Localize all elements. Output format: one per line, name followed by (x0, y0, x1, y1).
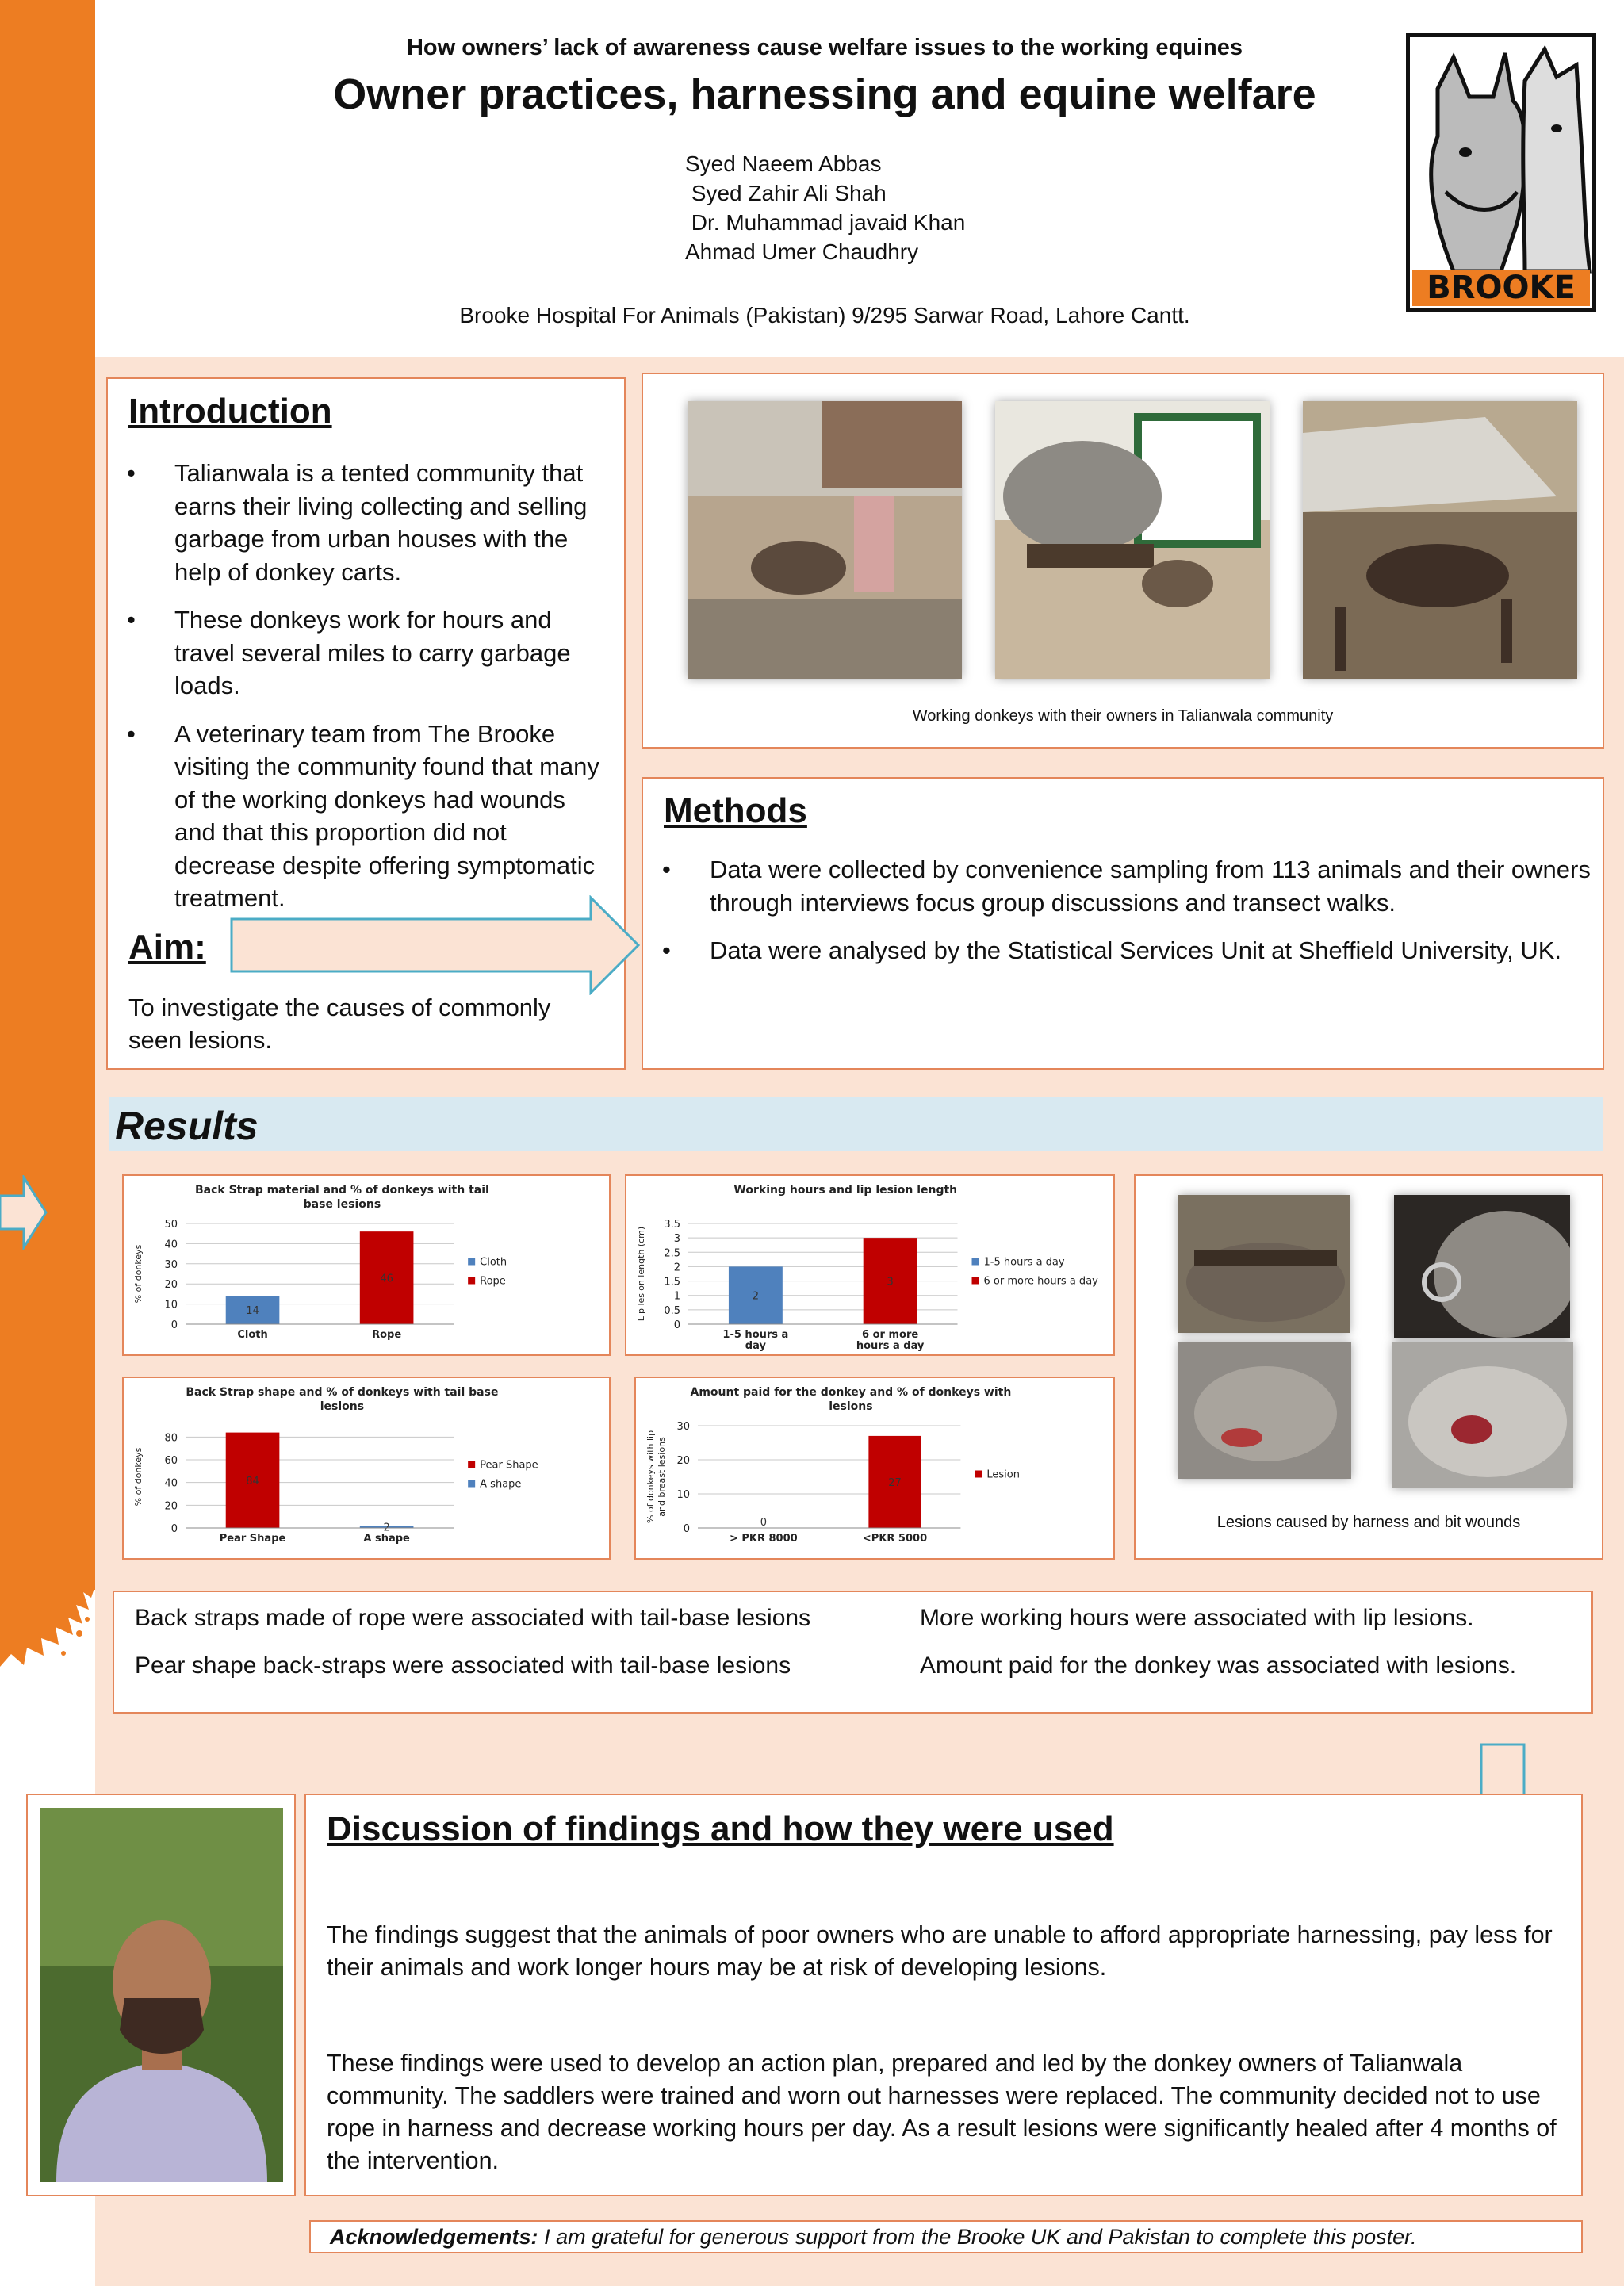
discussion-panel (304, 1794, 1583, 2196)
legend-label: Rope (480, 1275, 506, 1288)
y-tick-label: 0.5 (664, 1304, 680, 1317)
y-tick-label: 0 (673, 1319, 680, 1331)
author: Ahmad Umer Chaudhry (685, 239, 919, 264)
list-item: • These donkeys work for hours and travel several miles to carry garbage loads. (108, 603, 599, 703)
finding-text: Pear shape back-straps were associated with tail-base lesions (135, 1652, 791, 1679)
list-item: • Data were analysed by the Statistical Services Unit at Sheffield University, UK. (643, 934, 1595, 967)
y-tick-label: 10 (676, 1489, 690, 1501)
bar-data-label: 14 (246, 1305, 259, 1318)
y-tick-label: 50 (164, 1219, 178, 1231)
legend-swatch (468, 1258, 475, 1266)
poster-subtitle: How owners’ lack of awareness cause welfare issues to the working equines (406, 35, 1243, 60)
chart-title: base lesions (303, 1198, 381, 1211)
x-tick-label: 1-5 hours a (722, 1329, 789, 1341)
bar-data-label: 0 (760, 1517, 767, 1529)
y-tick-label: 0 (683, 1523, 690, 1535)
lesion-photo-bit (1394, 1195, 1570, 1338)
y-axis-label: % of donkeys with lip (645, 1430, 656, 1524)
legend-swatch (972, 1258, 979, 1266)
methods-heading: Methods (664, 791, 807, 830)
y-tick-label: 80 (164, 1432, 178, 1445)
bar-data-label: 46 (380, 1273, 393, 1285)
legend-label: 1-5 hours a day (983, 1256, 1065, 1269)
y-tick-label: 20 (164, 1500, 178, 1513)
legend-label: A shape (480, 1478, 522, 1491)
legend-label: Lesion (986, 1468, 1020, 1481)
results-heading: Results (115, 1104, 259, 1148)
y-axis-label: Lip lesion length (cm) (636, 1226, 646, 1322)
community-photos-panel (642, 373, 1604, 749)
orange-side-stripe (0, 0, 95, 1590)
finding-text: Back straps made of rope were associated with tail-base lesions (135, 1605, 811, 1631)
y-tick-label: 2 (673, 1262, 680, 1274)
y-tick-label: 3.5 (664, 1219, 680, 1231)
acknowledgements-text: I am grateful for generous support from the Brooke UK and Pakistan to complete this poster. (538, 2225, 1417, 2249)
lesion-photo-harness (1178, 1195, 1350, 1333)
chart-title: Working hours and lip lesion length (733, 1184, 958, 1197)
x-tick-label: <PKR 5000 (862, 1533, 928, 1545)
edge-arrow-icon (0, 1175, 49, 1250)
chart-backstrap-shape (122, 1377, 611, 1560)
y-axis-label: and breast lesions (657, 1437, 667, 1517)
bar-data-label: 2 (752, 1290, 760, 1303)
bar-data-label: 27 (888, 1476, 902, 1489)
y-tick-label: 2.5 (664, 1247, 680, 1260)
discussion-paragraph: The findings suggest that the animals of poor owners who are unable to afford appropriate harnessing, pay less for their animals and work longer hours may be at risk of developing lesions. (327, 1921, 1553, 1981)
legend-label: Pear Shape (480, 1459, 538, 1472)
bar-data-label: 3 (887, 1276, 894, 1289)
legend-swatch (468, 1461, 475, 1468)
chart-title: Back Strap shape and % of donkeys with tail base (186, 1386, 499, 1399)
y-tick-label: 1.5 (664, 1276, 680, 1289)
author-list (685, 149, 965, 266)
legend-label: 6 or more hours a day (983, 1275, 1098, 1288)
y-tick-label: 1 (673, 1290, 680, 1303)
author-photo-frame (26, 1794, 296, 2196)
introduction-list (108, 457, 599, 930)
finding-text: More working hours were associated with lip lesions. (920, 1605, 1474, 1631)
x-tick-label: hours a day (856, 1340, 925, 1352)
y-tick-label: 40 (164, 1477, 178, 1490)
y-tick-label: 40 (164, 1239, 178, 1251)
paint-splash-decoration (0, 1578, 95, 1673)
list-item: • A veterinary team from The Brooke visiting the community found that many of the working donkeys had wounds and that this proportion did not decrease despite offering symptomatic treatment. (108, 718, 599, 915)
chart-working-hours (625, 1174, 1115, 1356)
methods-list (643, 853, 1595, 982)
y-tick-label: 60 (164, 1455, 178, 1467)
lesion-photos-panel (1134, 1174, 1603, 1560)
y-tick-label: 20 (676, 1455, 690, 1467)
x-tick-label: Cloth (237, 1329, 268, 1341)
aim-heading: Aim: (128, 928, 206, 967)
y-axis-label: % of donkeys (133, 1447, 144, 1507)
chart-amount-paid (634, 1377, 1115, 1560)
chart-title: Back Strap material and % of donkeys with tail (194, 1184, 489, 1197)
list-item: • Talianwala is a tented community that earns their living collecting and selling garbage from urban houses with the help of donkey carts. (108, 457, 599, 588)
bar-data-label: 2 (383, 1522, 390, 1534)
photos-caption: Working donkeys with their owners in Talianwala community (912, 707, 1334, 725)
author: Syed Naeem Abbas (685, 151, 882, 176)
y-tick-label: 30 (676, 1421, 690, 1433)
legend-swatch (468, 1277, 475, 1285)
chart-title: lesions (829, 1400, 873, 1413)
y-axis-label: % of donkeys (133, 1244, 144, 1304)
x-tick-label: > PKR 8000 (729, 1533, 798, 1545)
lesion-photo-mouth (1392, 1342, 1573, 1488)
x-tick-label: day (745, 1340, 766, 1352)
poster-title: Owner practices, harnessing and equine welfare (333, 71, 1316, 118)
chart-title: Amount paid for the donkey and % of donkeys with (690, 1386, 1012, 1399)
bar-data-label: 84 (246, 1475, 259, 1488)
loaded-cart-photo (995, 401, 1270, 679)
arrow-right-icon (230, 895, 642, 995)
results-banner (109, 1097, 1603, 1151)
legend-swatch (468, 1480, 475, 1488)
discussion-heading: Discussion of findings and how they were used (327, 1809, 1114, 1848)
y-tick-label: 30 (164, 1258, 178, 1271)
affiliation: Brooke Hospital For Animals (Pakistan) 9/295 Sarwar Road, Lahore Cantt. (459, 303, 1190, 327)
lesions-caption: Lesions caused by harness and bit wounds (1216, 1514, 1521, 1531)
x-tick-label: Rope (372, 1329, 402, 1341)
donkey-cart-photo (688, 401, 962, 679)
x-tick-label: 6 or more (862, 1329, 919, 1341)
list-item: • Data were collected by convenience sampling from 113 animals and their owners through interviews focus group discussions and transect walks. (643, 853, 1595, 919)
x-tick-label: A shape (363, 1533, 410, 1545)
methods-panel (642, 777, 1604, 1070)
author-portrait (40, 1808, 283, 2182)
y-tick-label: 20 (164, 1279, 178, 1292)
y-tick-label: 0 (170, 1319, 178, 1331)
lesion-photo-wound (1178, 1342, 1351, 1479)
chart-title: lesions (320, 1400, 365, 1413)
introduction-heading: Introduction (128, 392, 332, 431)
y-tick-label: 10 (164, 1299, 178, 1311)
discussion-paragraph: These findings were used to develop an action plan, prepared and led by the donkey owners of Talianwala community. The saddlers were trained and worn out harnesses were replaced. The community decided not to use rope in harness and decrease working hours per day. As a result lesions were significantly healed after 4 months of the intervention. (327, 2050, 1557, 2174)
legend-swatch (975, 1471, 982, 1478)
legend-swatch (972, 1277, 979, 1285)
finding-text: Amount paid for the donkey was associated with lesions. (920, 1652, 1517, 1679)
acknowledgements (309, 2220, 1583, 2253)
tent-donkey-photo (1303, 401, 1577, 679)
aim-text: To investigate the causes of commonly seen lesions. (128, 994, 551, 1054)
acknowledgements-label: Acknowledgements: (330, 2225, 538, 2249)
brooke-logo (1406, 33, 1596, 312)
chart-backstrap-material (122, 1174, 611, 1356)
y-tick-label: 3 (673, 1233, 680, 1246)
legend-label: Cloth (480, 1256, 508, 1269)
x-tick-label: Pear Shape (219, 1533, 286, 1545)
findings-panel (113, 1591, 1593, 1714)
logo-wordmark: BROOKE (1427, 270, 1576, 306)
y-tick-label: 0 (170, 1523, 178, 1535)
author: Dr. Muhammad javaid Khan (685, 210, 966, 235)
author: Syed Zahir Ali Shah (685, 181, 887, 205)
